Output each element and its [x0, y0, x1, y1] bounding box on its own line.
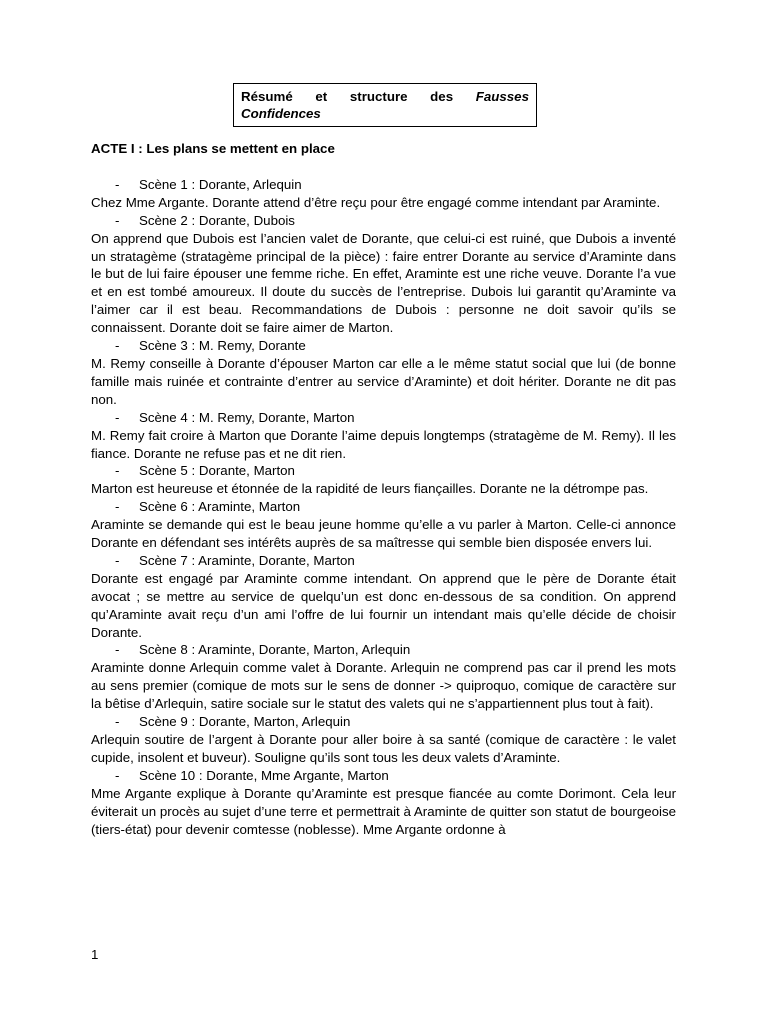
scene-summary: Chez Mme Argante. Dorante attend d’être reçu pour être engagé comme intendant par Araminte. [91, 194, 661, 210]
scene-heading-label: Scène 5 : Dorante, Marton [139, 463, 295, 479]
title-line-2 [241, 106, 529, 123]
bullet-dash: - [115, 212, 120, 228]
bullet-dash: - [115, 499, 120, 515]
title-word-italic: Fausses [475, 89, 529, 104]
title-word-italic: Confidences [241, 105, 321, 121]
scene-heading [115, 713, 676, 731]
scene-heading-label: Scène 3 : M. Remy, Dorante [139, 338, 306, 354]
bullet-dash: - [115, 767, 120, 783]
title-word: structure [349, 89, 408, 104]
scene-heading [115, 767, 676, 785]
scene-heading [115, 212, 676, 230]
scene-heading-label: Scène 2 : Dorante, Dubois [139, 212, 295, 228]
scene-heading-label: Scène 1 : Dorante, Arlequin [139, 176, 302, 192]
bullet-dash: - [115, 552, 120, 568]
title-word: des [430, 89, 454, 104]
bullet-dash: - [115, 463, 120, 479]
scene-summary: Mme Argante explique à Dorante qu’Araminte est presque fiancée au comte Dorimont. Cela leur éviterait un procès au sujet d’une terre et permettrait à Araminte de quitter son statut de bourgeoise (tiers-état) pour devenir comtesse (noblesse). Mme Argante ordonne à [91, 785, 676, 837]
scene-summary: Arlequin soutire de l’argent à Dorante pour aller boire à sa santé (comique de caractère : le valet cupide, insolent et buveur). Souligne qu’ils sont tous les deux valets d’Araminte. [91, 732, 676, 765]
title-line-1 [241, 89, 529, 106]
scene-summary: Araminte donne Arlequin comme valet à Dorante. Arlequin ne comprend pas car il prend les mots au sens premier (comique de mots sur le sens de donner -> quiproquo, comique de caractère sur la bêtise d’Arlequin, satire sociale sur le statut des valets qui ne s’appartiennent plus tout à fait). [91, 660, 676, 712]
bullet-dash: - [115, 642, 120, 658]
scene-summary: On apprend que Dubois est l’ancien valet de Dorante, que celui-ci est ruiné, que Dubois a inventé un stratagème (stratagème principal de la pièce) : faire entrer Dorante au service d’Araminte dans le but de lui faire épouser une femme riche. En effet, Araminte est une riche veuve. Dorante l’a vue et en est tombé amoureux. Il doute du succès de l’entreprise. Dubois lui garantit qu’Araminte va l’aimer car il est beau. Recommandations de Dubois : personne ne doit savoir qu’ils se connaissent. Dorante doit se faire aimer de Marton. [91, 230, 676, 336]
scene-heading [115, 498, 676, 516]
act-heading: ACTE I : Les plans se mettent en place [91, 141, 335, 156]
bullet-dash: - [115, 338, 120, 354]
title-word: et [315, 89, 328, 104]
scene-summary: Araminte se demande qui est le beau jeune homme qu’elle a vu parler à Marton. Celle-ci annonce Dorante en défendant ses intérêts auprès de sa maîtresse qui semble bien disposée envers lui. [91, 517, 676, 551]
title-word: Résumé [241, 89, 293, 104]
scene-summary: M. Remy fait croire à Marton que Dorante l’aime depuis longtemps (stratagème de M. Remy). Il les fiance. Dorante ne refuse pas et ne dit rien. [91, 427, 676, 461]
scene-heading [115, 552, 676, 570]
scene-heading-label: Scène 10 : Dorante, Mme Argante, Marton [139, 767, 389, 783]
document-body [91, 140, 676, 838]
scene-summary: Marton est heureuse et étonnée de la rapidité de leurs fiançailles. Dorante ne la détrompe pas. [91, 481, 649, 497]
title-box [233, 83, 537, 127]
scene-heading-label: Scène 9 : Dorante, Marton, Arlequin [139, 714, 351, 730]
scene-heading-label: Scène 6 : Araminte, Marton [139, 499, 301, 515]
scene-summary: M. Remy conseille à Dorante d’épouser Marton car elle a le même statut social que lui (de bonne famille mais ruinée et contrainte d’entrer au service d’Araminte) et doit hériter. Dorante ne dit pas non. [91, 355, 676, 407]
scene-heading [115, 409, 676, 427]
scene-heading [115, 337, 676, 355]
scene-heading [115, 176, 676, 194]
bullet-dash: - [115, 714, 120, 730]
scene-heading-label: Scène 8 : Araminte, Dorante, Marton, Arlequin [139, 642, 411, 658]
scene-heading-label: Scène 7 : Araminte, Dorante, Marton [139, 552, 355, 568]
scene-summary: Dorante est engagé par Araminte comme intendant. On apprend que le père de Dorante était avocat ; se mettre au service de quelqu’un est donc en-dessous de sa condition. On apprend qu’Araminte avait reçu d’un ami l’offre de lui fournir un intendant mais qu’elle décide de choisir Dorante. [91, 570, 676, 640]
scene-heading-label: Scène 4 : M. Remy, Dorante, Marton [139, 409, 355, 425]
scene-heading [115, 641, 676, 659]
scene-heading [115, 462, 676, 480]
bullet-dash: - [115, 409, 120, 425]
bullet-dash: - [115, 176, 120, 192]
page-number: 1 [91, 947, 99, 962]
